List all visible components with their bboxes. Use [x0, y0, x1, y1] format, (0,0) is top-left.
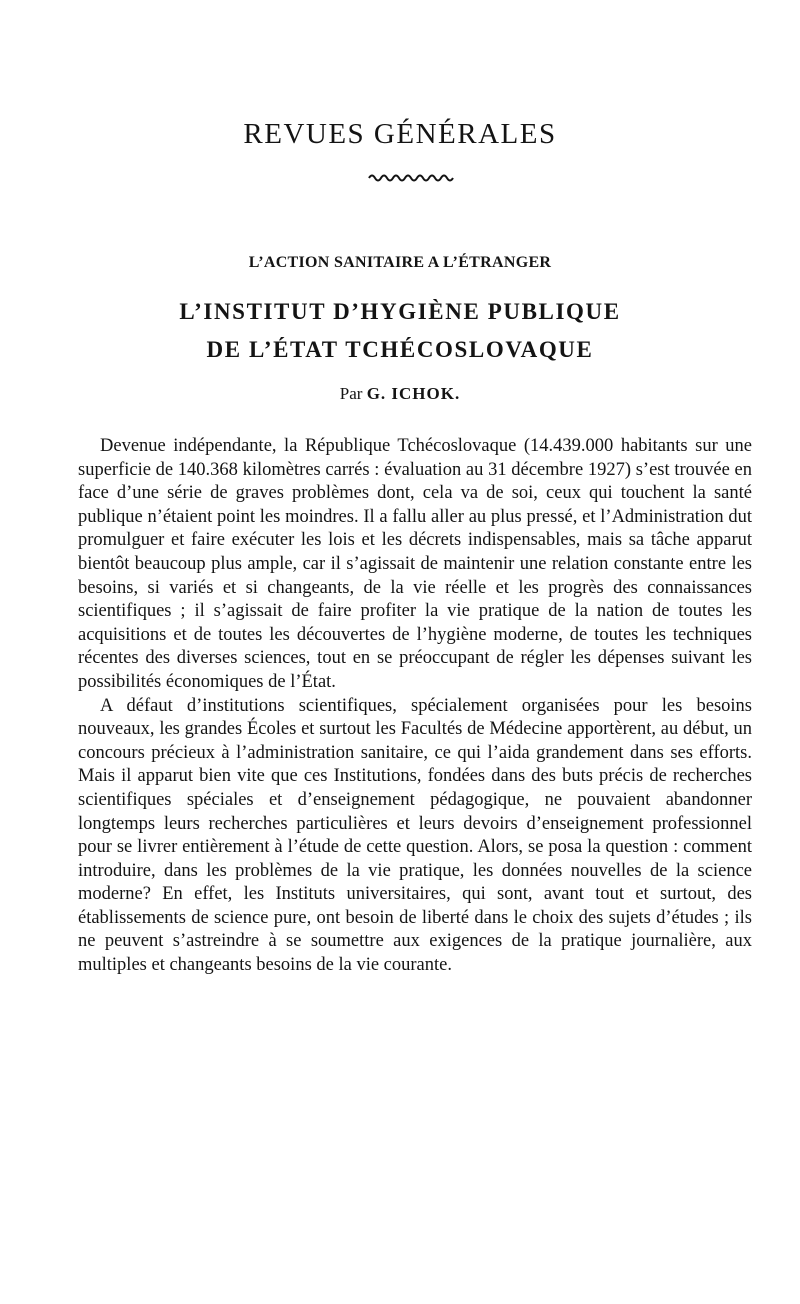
- article-kicker: L’ACTION SANITAIRE A L’ÉTRANGER: [248, 254, 552, 271]
- decorative-wave-ornament: [368, 172, 454, 182]
- section-title: REVUES GÉNÉRALES: [243, 118, 557, 150]
- article-title-line-1: L’INSTITUT D’HYGIÈNE PUBLIQUE: [179, 299, 621, 324]
- article-title: [0, 293, 800, 369]
- byline-prefix: Par: [339, 384, 363, 403]
- article-body: [78, 435, 752, 978]
- article-title-line-2: DE L’ÉTAT TCHÉCOSLOVAQUE: [206, 337, 594, 362]
- paragraph: A défaut d’institutions scientifiques, spécialement organisées pour les besoins nouveaux, les grandes Écoles et surtout les Facultés de Médecine apportèrent, au début, un concours précieux à l’administration sanitaire, ce qui l’aida grandement dans ses efforts. Mais il apparut bien vite que ces Institutions, fondées dans des buts précis de recherches scientifiques spéciales et d’enseignement pédagogique, ne pouvaient abandonner longtemps leurs recherches particulières et leurs devoirs d’enseignement professionnel pour se livrer entièrement à l’étude de cette question. Alors, se posa la question : comment introduire, dans les problèmes de la vie pratique, les données nouvelles de la science moderne? En effet, les Instituts universitaires, qui sont, avant tout et surtout, des établissements de science pure, ont besoin de liberté dans le choix des sujets d’études ; ils ne peuvent s’astreindre à se soumettre aux exigences de la pratique journalière, aux multiples et changeants besoins de la vie courante.: [78, 695, 752, 976]
- paragraph: Devenue indépendante, la République Tchécoslovaque (14.439.000 habitants sur une superficie de 140.368 kilomètres carrés : évaluation au 31 décembre 1927) s’est trouvée en face d’une série de graves problèmes dont, cela va de soi, ceux qui touchent la santé publique n’étaient point les moindres. Il a fallu aller au plus pressé, et l’Administration dut promulguer et faire exécuter les lois et les décrets indispensables, mais sa tâche apparut bientôt beaucoup plus ample, car il s’agissait de maintenir une relation constante entre les besoins, si variés et si changeants, de la vie réelle et les progrès des connaissances scientifiques ; il s’agissait de faire profiter la vie pratique de la nation de toutes les acquisitions et de toutes les découvertes de l’hygiène moderne, de toutes les techniques récentes des diverses sciences, tout en se préoccupant de régler les dépenses suivant les possibilités économiques de l’État.: [78, 436, 752, 692]
- author-name: G. ICHOK.: [366, 384, 461, 403]
- byline: [0, 384, 800, 404]
